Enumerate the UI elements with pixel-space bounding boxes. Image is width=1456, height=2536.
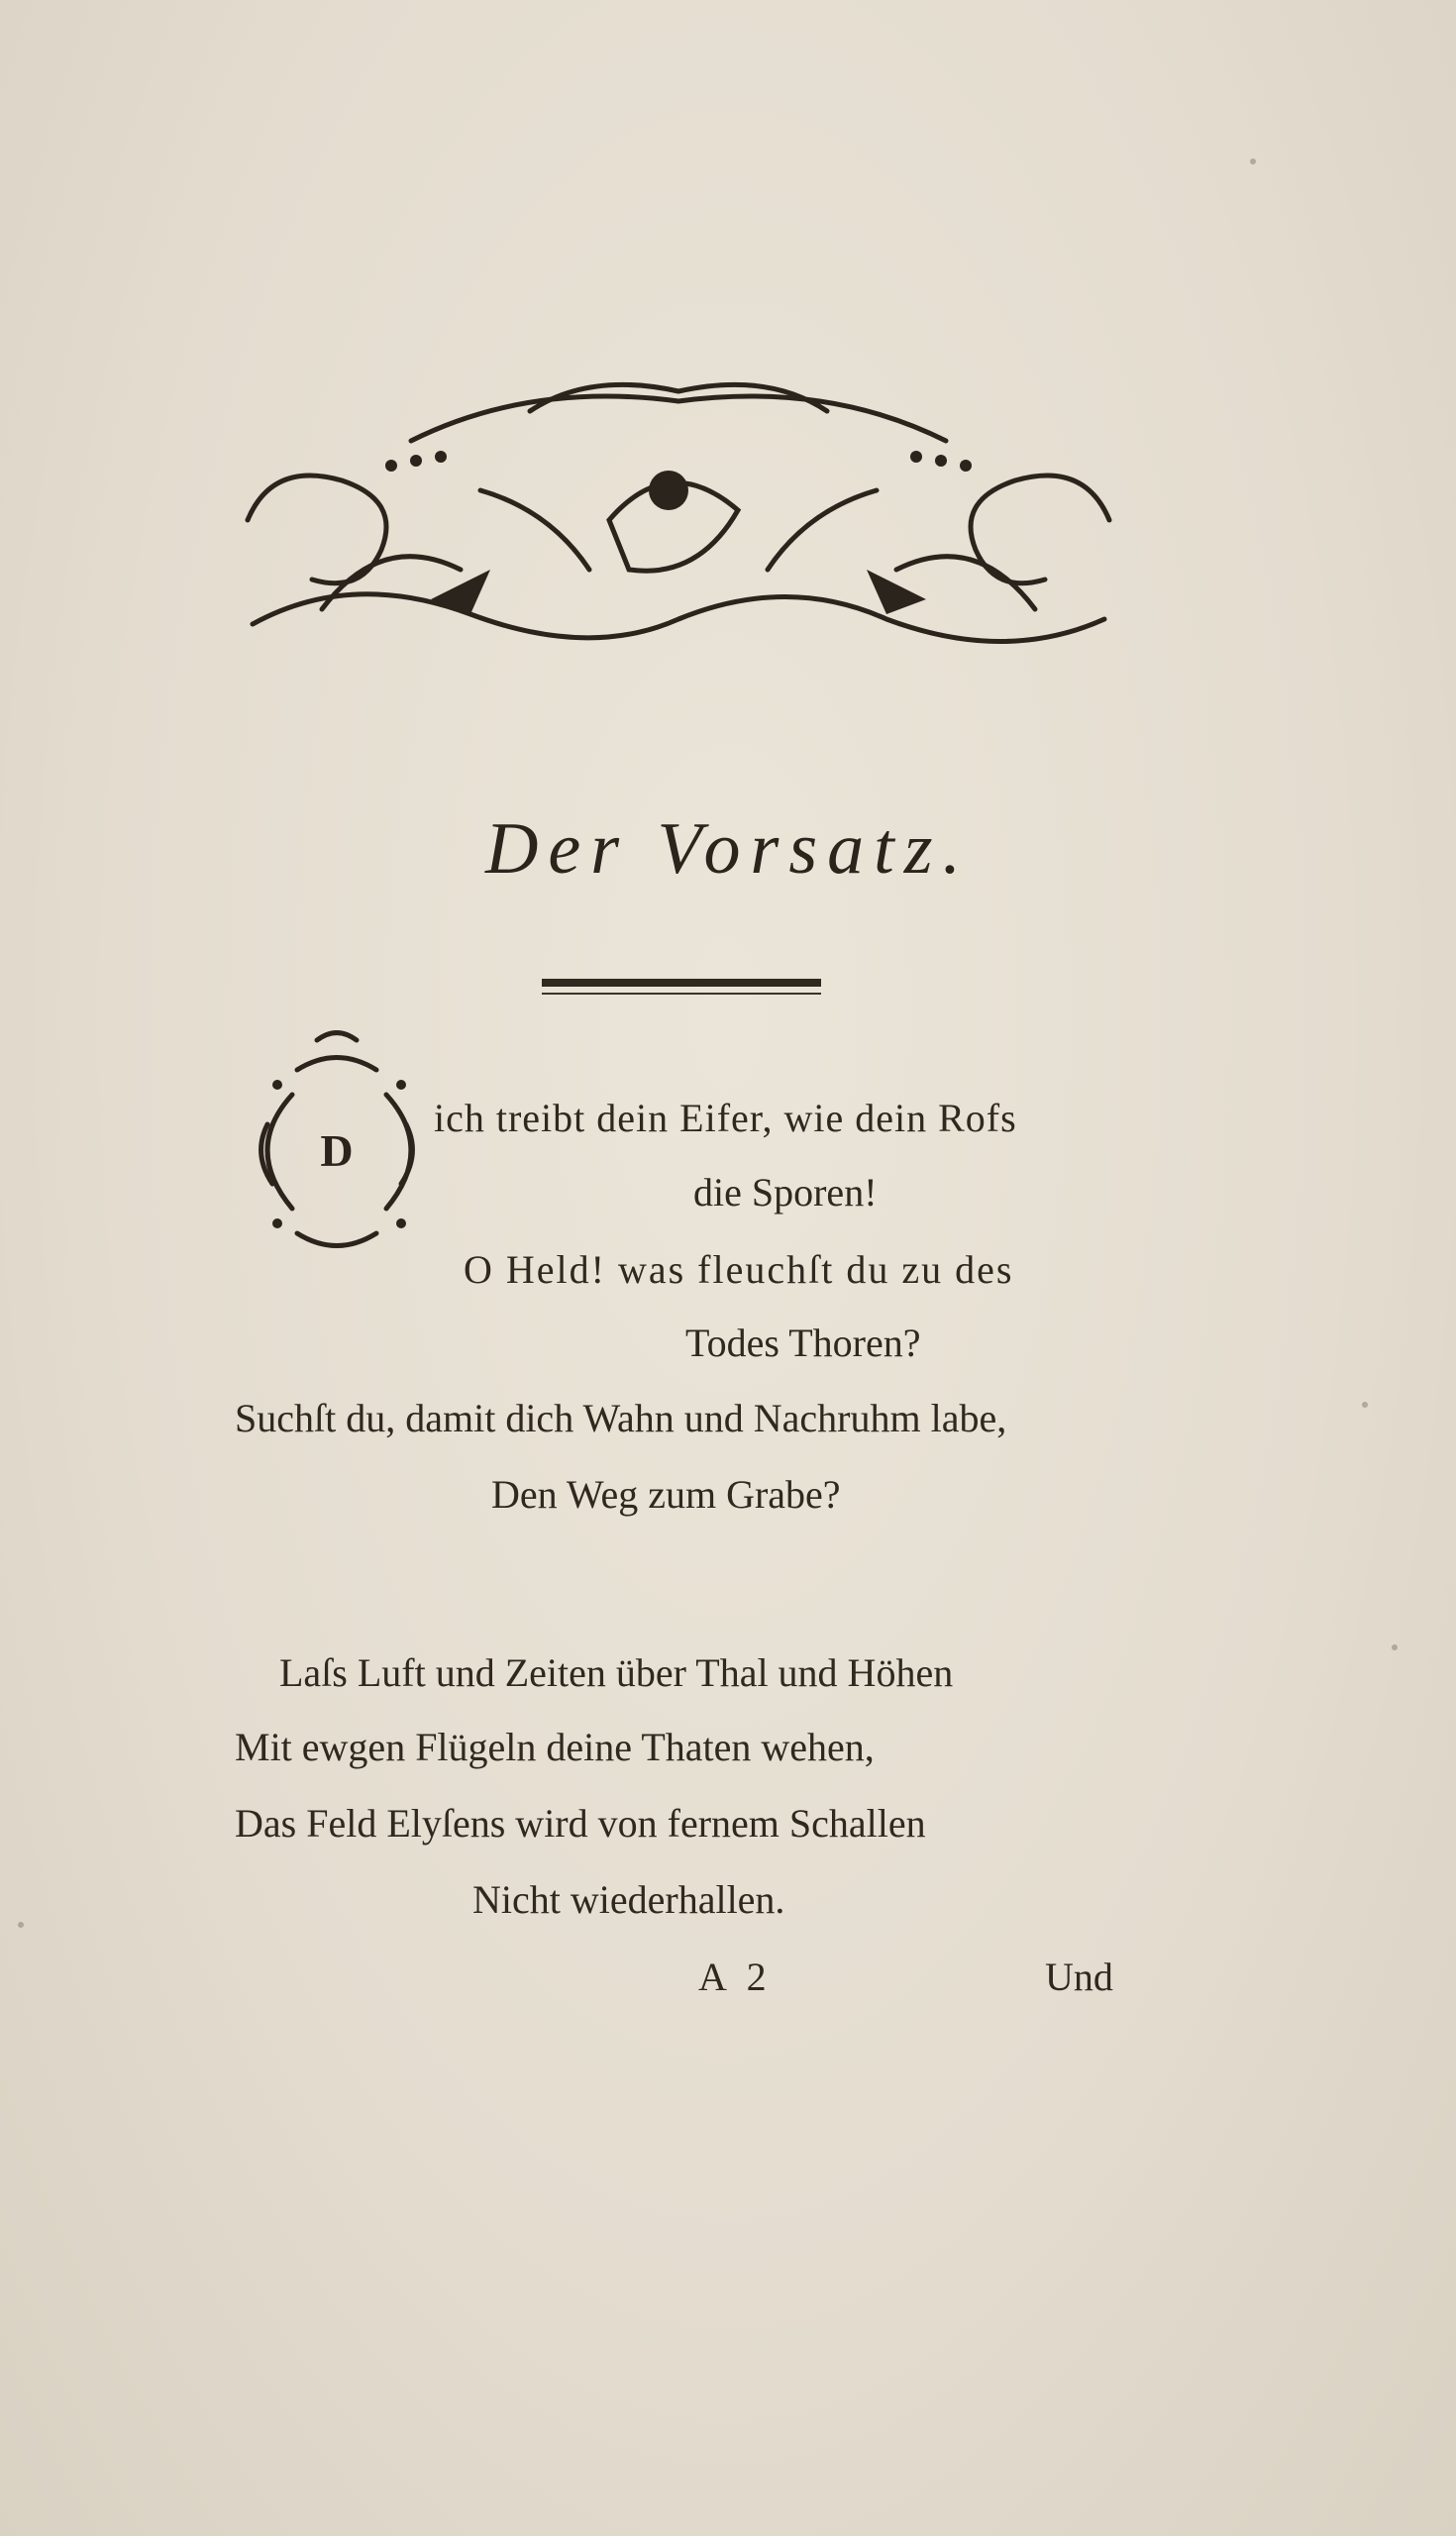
stanza2-line: Mit ewgen Flügeln deine Thaten wehen, [235,1725,875,1769]
stanza2-line: Nicht wiederhallen. [472,1877,785,1922]
stanza1-line: Den Weg zum Grabe? [491,1472,841,1517]
signature-mark: A 2 [698,1955,773,1999]
decorated-initial [238,1025,436,1273]
stanza1-line: die Sporen! [693,1170,878,1215]
paper-speck [1362,1402,1368,1408]
initial-letter: D [320,1125,354,1176]
stanza2-line: Laſs Luft und Zeiten über Thal und Höhen [279,1650,954,1695]
stanza1-line: O Held! was fleuchſt du zu des [464,1247,1014,1292]
poem-title: Der Vorsatz. [484,808,972,890]
stanza2-line: Das Feld Elyſens wird von fernem Schallen [235,1801,926,1846]
paper-speck [1250,158,1256,164]
stanza1-line: ich treibt dein Eifer, wie dein Rofs [434,1096,1017,1140]
paper-speck [18,1922,24,1928]
ornamental-vignette [233,371,1124,669]
stanza1-line: Suchſt du, damit dich Wahn und Nachruhm labe, [235,1396,1007,1440]
title-rule [542,979,821,995]
paper-speck [1392,1644,1398,1650]
stanza1-line: Todes Thoren? [685,1321,921,1365]
catchword: Und [1045,1955,1113,1999]
